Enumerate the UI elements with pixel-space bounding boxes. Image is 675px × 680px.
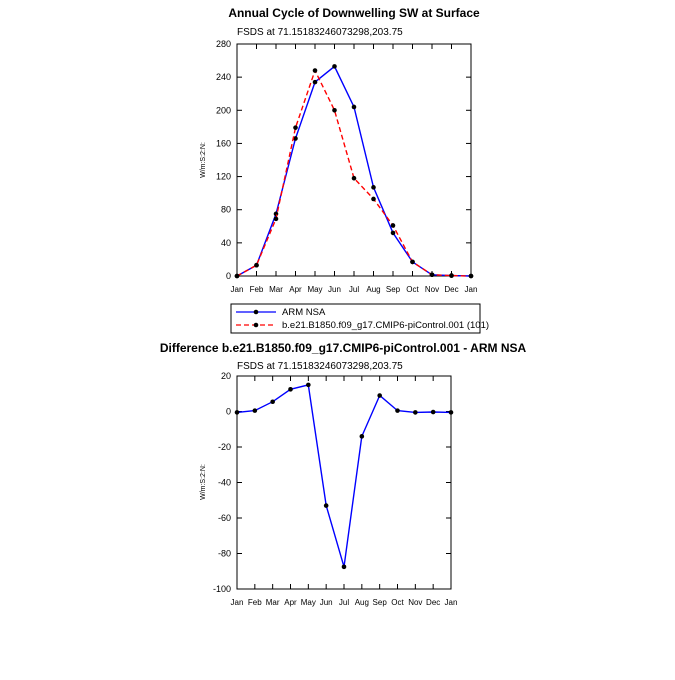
chart-2-series-1-point	[413, 410, 418, 415]
chart-1-x-tick-label: Jan	[230, 285, 244, 294]
chart-2-x-tick-label: Sep	[372, 598, 387, 607]
chart-1-x-tick-label: May	[307, 285, 323, 294]
chart-2-y-tick-label: -60	[217, 513, 231, 523]
chart-2-x-tick-label: Jul	[338, 598, 350, 607]
chart-2-y-tick-label: 20	[220, 371, 231, 381]
chart-1-y-tick-label: 200	[215, 105, 231, 116]
chart-1-x-tick-label: Sep	[385, 285, 401, 294]
chart-1-x-tick-label: Oct	[406, 285, 419, 294]
chart-1-y-tick-label: 80	[220, 204, 231, 215]
chart-1-series-2-point	[235, 274, 240, 279]
chart-1-y-tick-label: 160	[215, 138, 231, 149]
chart-2-frame	[237, 376, 451, 589]
chart-2-y-tick-label: 0	[225, 406, 231, 417]
chart-2-x-tick-label: Jun	[319, 598, 333, 607]
chart-2-x-tick-label: Jan	[230, 598, 244, 607]
chart-2-y-axis-label: W/m:S:2:N:	[200, 464, 207, 500]
chart-2-subtitle: FSDS at 71.15183246073298,203.75	[237, 361, 403, 372]
chart-1-series-2-point	[254, 263, 259, 268]
chart-2-series-1-point	[449, 410, 454, 415]
chart-2-series-1-point	[253, 408, 258, 413]
chart-1-y-tick-label: 40	[220, 237, 231, 248]
chart-1-series-line-1	[237, 66, 471, 276]
legend-marker-arm-nsa	[254, 310, 259, 315]
chart-1-legend	[231, 304, 489, 333]
chart-1-x-tick-label: Apr	[289, 285, 302, 294]
chart-2-y-tick-label: -80	[217, 548, 231, 559]
chart-2-x-tick-label: Mar	[265, 598, 280, 607]
chart-1-x-tick-label: Nov	[424, 285, 440, 294]
chart-1-series-2-point	[352, 176, 357, 181]
chart-1-series-2-point	[391, 223, 396, 228]
legend-label-arm-nsa: ARM NSA	[282, 307, 326, 318]
chart-2-series-1-point	[288, 387, 293, 392]
chart-1-series-2-point	[313, 68, 318, 73]
chart-1-x-tick-label: Jul	[348, 285, 360, 294]
chart-1-series-2-point	[430, 272, 435, 277]
chart-1-x-tick-label: Jun	[328, 285, 341, 294]
chart-2-x-tick-label: Dec	[426, 598, 441, 607]
chart-1-series-2-point	[293, 125, 298, 130]
chart-1-y-tick-label: 0	[225, 271, 231, 281]
chart-2-series-1-point	[377, 393, 382, 398]
chart-2-y-tick-label: -40	[217, 477, 231, 488]
chart-2-series-1-point	[360, 434, 365, 439]
chart-1-x-tick-label: Feb	[249, 285, 264, 294]
chart-1-series-1-point	[332, 64, 337, 69]
chart-1-y-axis-label: W/m:S:2:N:	[200, 142, 207, 178]
chart-2-title: Difference b.e21.B1850.f09_g17.CMIP6-piControl.001 - ARM NSA	[159, 341, 527, 355]
chart-2-series-1-point	[306, 383, 311, 388]
chart-2-x-tick-label: Feb	[247, 598, 262, 607]
chart-1-series-2-point	[274, 217, 279, 222]
chart-2-series-1-point	[342, 565, 347, 570]
chart-2-x-tick-label: Jan	[444, 598, 458, 607]
chart-1-series-line-2	[237, 71, 471, 277]
chart-1-x-tick-label: Dec	[444, 285, 459, 294]
chart-2-series-1-point	[270, 399, 275, 404]
chart-2-y-tick-label: -100	[212, 584, 231, 594]
legend-label-model: b.e21.B1850.f09_g17.CMIP6-piControl.001 (101)	[282, 320, 490, 331]
chart-1-series-1-point	[391, 231, 396, 236]
chart-2-series-line-1	[237, 385, 451, 567]
chart-1-series-2-point	[410, 260, 415, 265]
chart-2-series-1-point	[324, 503, 329, 508]
chart-2-x-tick-label: Oct	[391, 598, 404, 607]
chart-2-x-tick-label: Apr	[284, 598, 297, 607]
chart-2-x-tick-label: May	[300, 598, 316, 607]
chart-2-series-1-point	[431, 410, 436, 415]
chart-1-subtitle: FSDS at 71.15183246073298,203.75	[237, 27, 403, 38]
chart-1-y-tick-label: 280	[215, 39, 231, 49]
chart-1-y-tick-label: 240	[215, 72, 231, 83]
chart-2-series-1-point	[235, 410, 240, 415]
chart-1-title: Annual Cycle of Downwelling SW at Surface	[228, 6, 480, 20]
chart-1-series-1-point	[352, 105, 357, 110]
chart-1-series-2-point	[332, 108, 337, 113]
chart-1-x-tick-label: Mar	[269, 285, 283, 294]
chart-1-frame	[237, 44, 471, 276]
chart-1-series-2-point	[371, 197, 376, 202]
chart-1-series-1-point	[313, 80, 318, 85]
chart-1-y-tick-label: 120	[215, 171, 231, 182]
chart-1-x-tick-label: Aug	[366, 285, 381, 294]
legend-marker-model	[254, 323, 259, 328]
chart-1-series-2-point	[449, 273, 454, 278]
chart-1-x-tick-label: Jan	[464, 285, 478, 294]
chart-2-series-1-point	[395, 408, 400, 413]
chart-2-y-tick-label: -20	[217, 442, 231, 452]
chart-1-series-2-point	[469, 274, 474, 279]
chart-1-series-1-point	[371, 185, 376, 190]
chart-2-plot-area	[213, 371, 457, 607]
chart-2-x-tick-label: Nov	[408, 598, 423, 607]
chart-2-x-tick-label: Aug	[354, 598, 369, 607]
chart-1-plot-area	[216, 39, 477, 294]
